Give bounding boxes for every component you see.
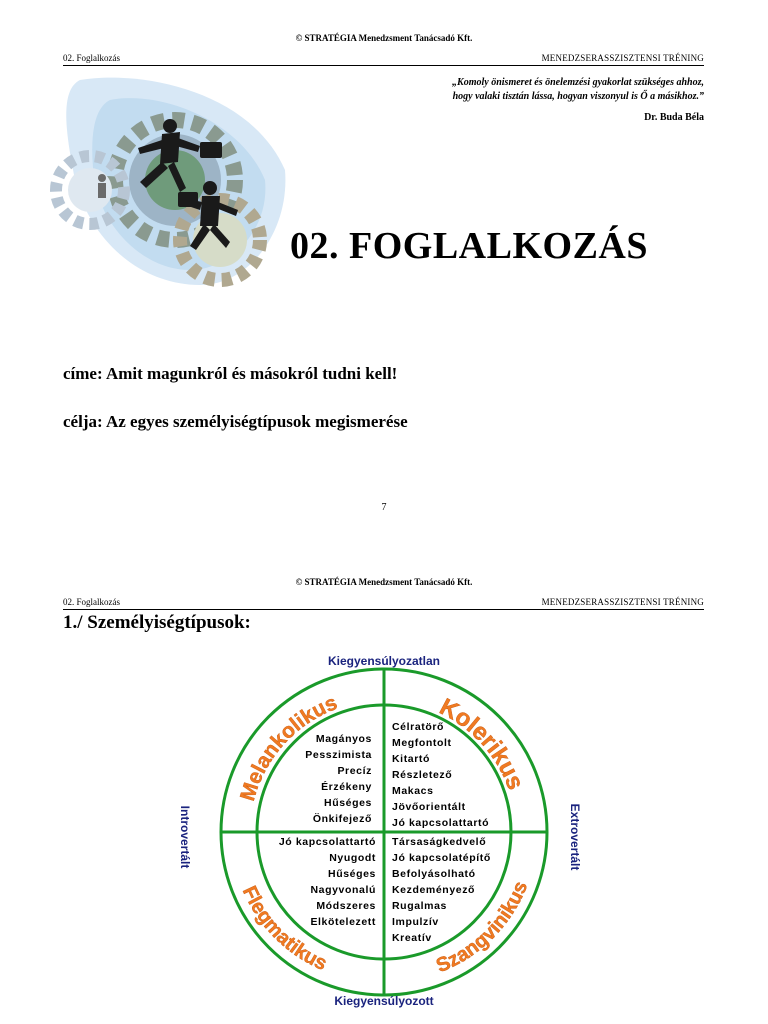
list-item: Önkifejező: [312, 813, 372, 825]
list-item: Jövőorientált: [392, 801, 466, 813]
list-item: Magányos: [315, 733, 372, 745]
list-item: Nyugodt: [329, 852, 376, 864]
quote-line-1: „Komoly önismeret és önelemzési gyakorlat szükséges ahhoz,: [452, 77, 704, 88]
traits-flegmatikus: [279, 834, 376, 930]
list-item: Részletező: [392, 769, 453, 781]
quote-line-2: hogy valaki tisztán lássa, hogyan viszonyul is Ő a másikhoz.”: [452, 91, 704, 102]
list-item: Hűséges: [328, 868, 376, 880]
list-item: Célratörő: [392, 721, 445, 733]
list-item: Kezdeményező: [392, 884, 476, 896]
list-item: Kitartó: [392, 753, 431, 765]
axis-label-top: Kiegyensúlyozatlan: [327, 654, 441, 668]
axis-label-right: Extrovertált: [568, 803, 582, 871]
list-item: Impulzív: [392, 916, 439, 928]
list-item: Jó kapcsolattartó: [278, 836, 376, 848]
traits-kolerikus: [392, 719, 489, 831]
list-item: Elkötelezett: [310, 916, 376, 928]
list-item: Megfontolt: [392, 737, 452, 749]
section-title: 1./ Személyiségtípusok:: [63, 612, 251, 633]
type-name-melankolikus: Melankolikus: [236, 691, 341, 804]
page1-header-right: MENEDZSERASSZISZTENSI TRÉNING: [541, 53, 704, 63]
businessmen-gears-illustration: [50, 70, 290, 290]
page2-header-right: MENEDZSERASSZISZTENSI TRÉNING: [541, 597, 704, 607]
list-item: Precíz: [337, 765, 372, 777]
session-title: címe: Amit magunkról és másokról tudni kell!: [63, 364, 398, 383]
type-name-szangvinikus: Szangvinikus: [433, 878, 533, 978]
page-title: 02. FOGLALKOZÁS: [290, 225, 648, 267]
page-number: 7: [381, 502, 387, 513]
personality-types-diagram: [150, 645, 620, 1017]
list-item: Társaságkedvelő: [392, 836, 487, 848]
list-item: Hűséges: [324, 797, 372, 809]
list-item: Érzékeny: [321, 781, 372, 793]
type-name-flegmatikus: Flegmatikus: [237, 882, 331, 976]
list-item: Befolyásolható: [392, 868, 476, 880]
small-figure-icon: [98, 174, 106, 198]
page2-header-left: 02. Foglalkozás: [63, 597, 120, 607]
axis-label-left: Introvertált: [178, 805, 192, 869]
traits-szangvinikus: [392, 834, 491, 946]
list-item: Nagyvonalú: [310, 884, 376, 896]
list-item: Pesszimista: [305, 749, 372, 761]
page1-copyright: © STRATÉGIA Menedzsment Tanácsadó Kft.: [295, 33, 473, 43]
page1-header-left: 02. Foglalkozás: [63, 53, 120, 63]
page2-copyright: © STRATÉGIA Menedzsment Tanácsadó Kft.: [295, 577, 473, 587]
session-goal: célja: Az egyes személyiségtípusok megismerése: [63, 412, 408, 431]
list-item: Rugalmas: [392, 900, 447, 912]
axis-label-bottom: Kiegyensúlyozott: [334, 994, 434, 1008]
list-item: Makacs: [392, 785, 434, 797]
quote-author: Dr. Buda Béla: [644, 112, 704, 123]
page1-header-rule: [63, 65, 704, 66]
traits-melankolikus: [305, 731, 372, 827]
list-item: Kreatív: [392, 932, 432, 944]
page2-header-rule: [63, 609, 704, 610]
list-item: Jó kapcsolatépítő: [392, 852, 491, 864]
quote: [374, 76, 704, 104]
type-name-kolerikus: Kolerikus: [435, 693, 529, 794]
list-item: Módszeres: [316, 900, 376, 912]
list-item: Jó kapcsolattartó: [392, 817, 490, 829]
